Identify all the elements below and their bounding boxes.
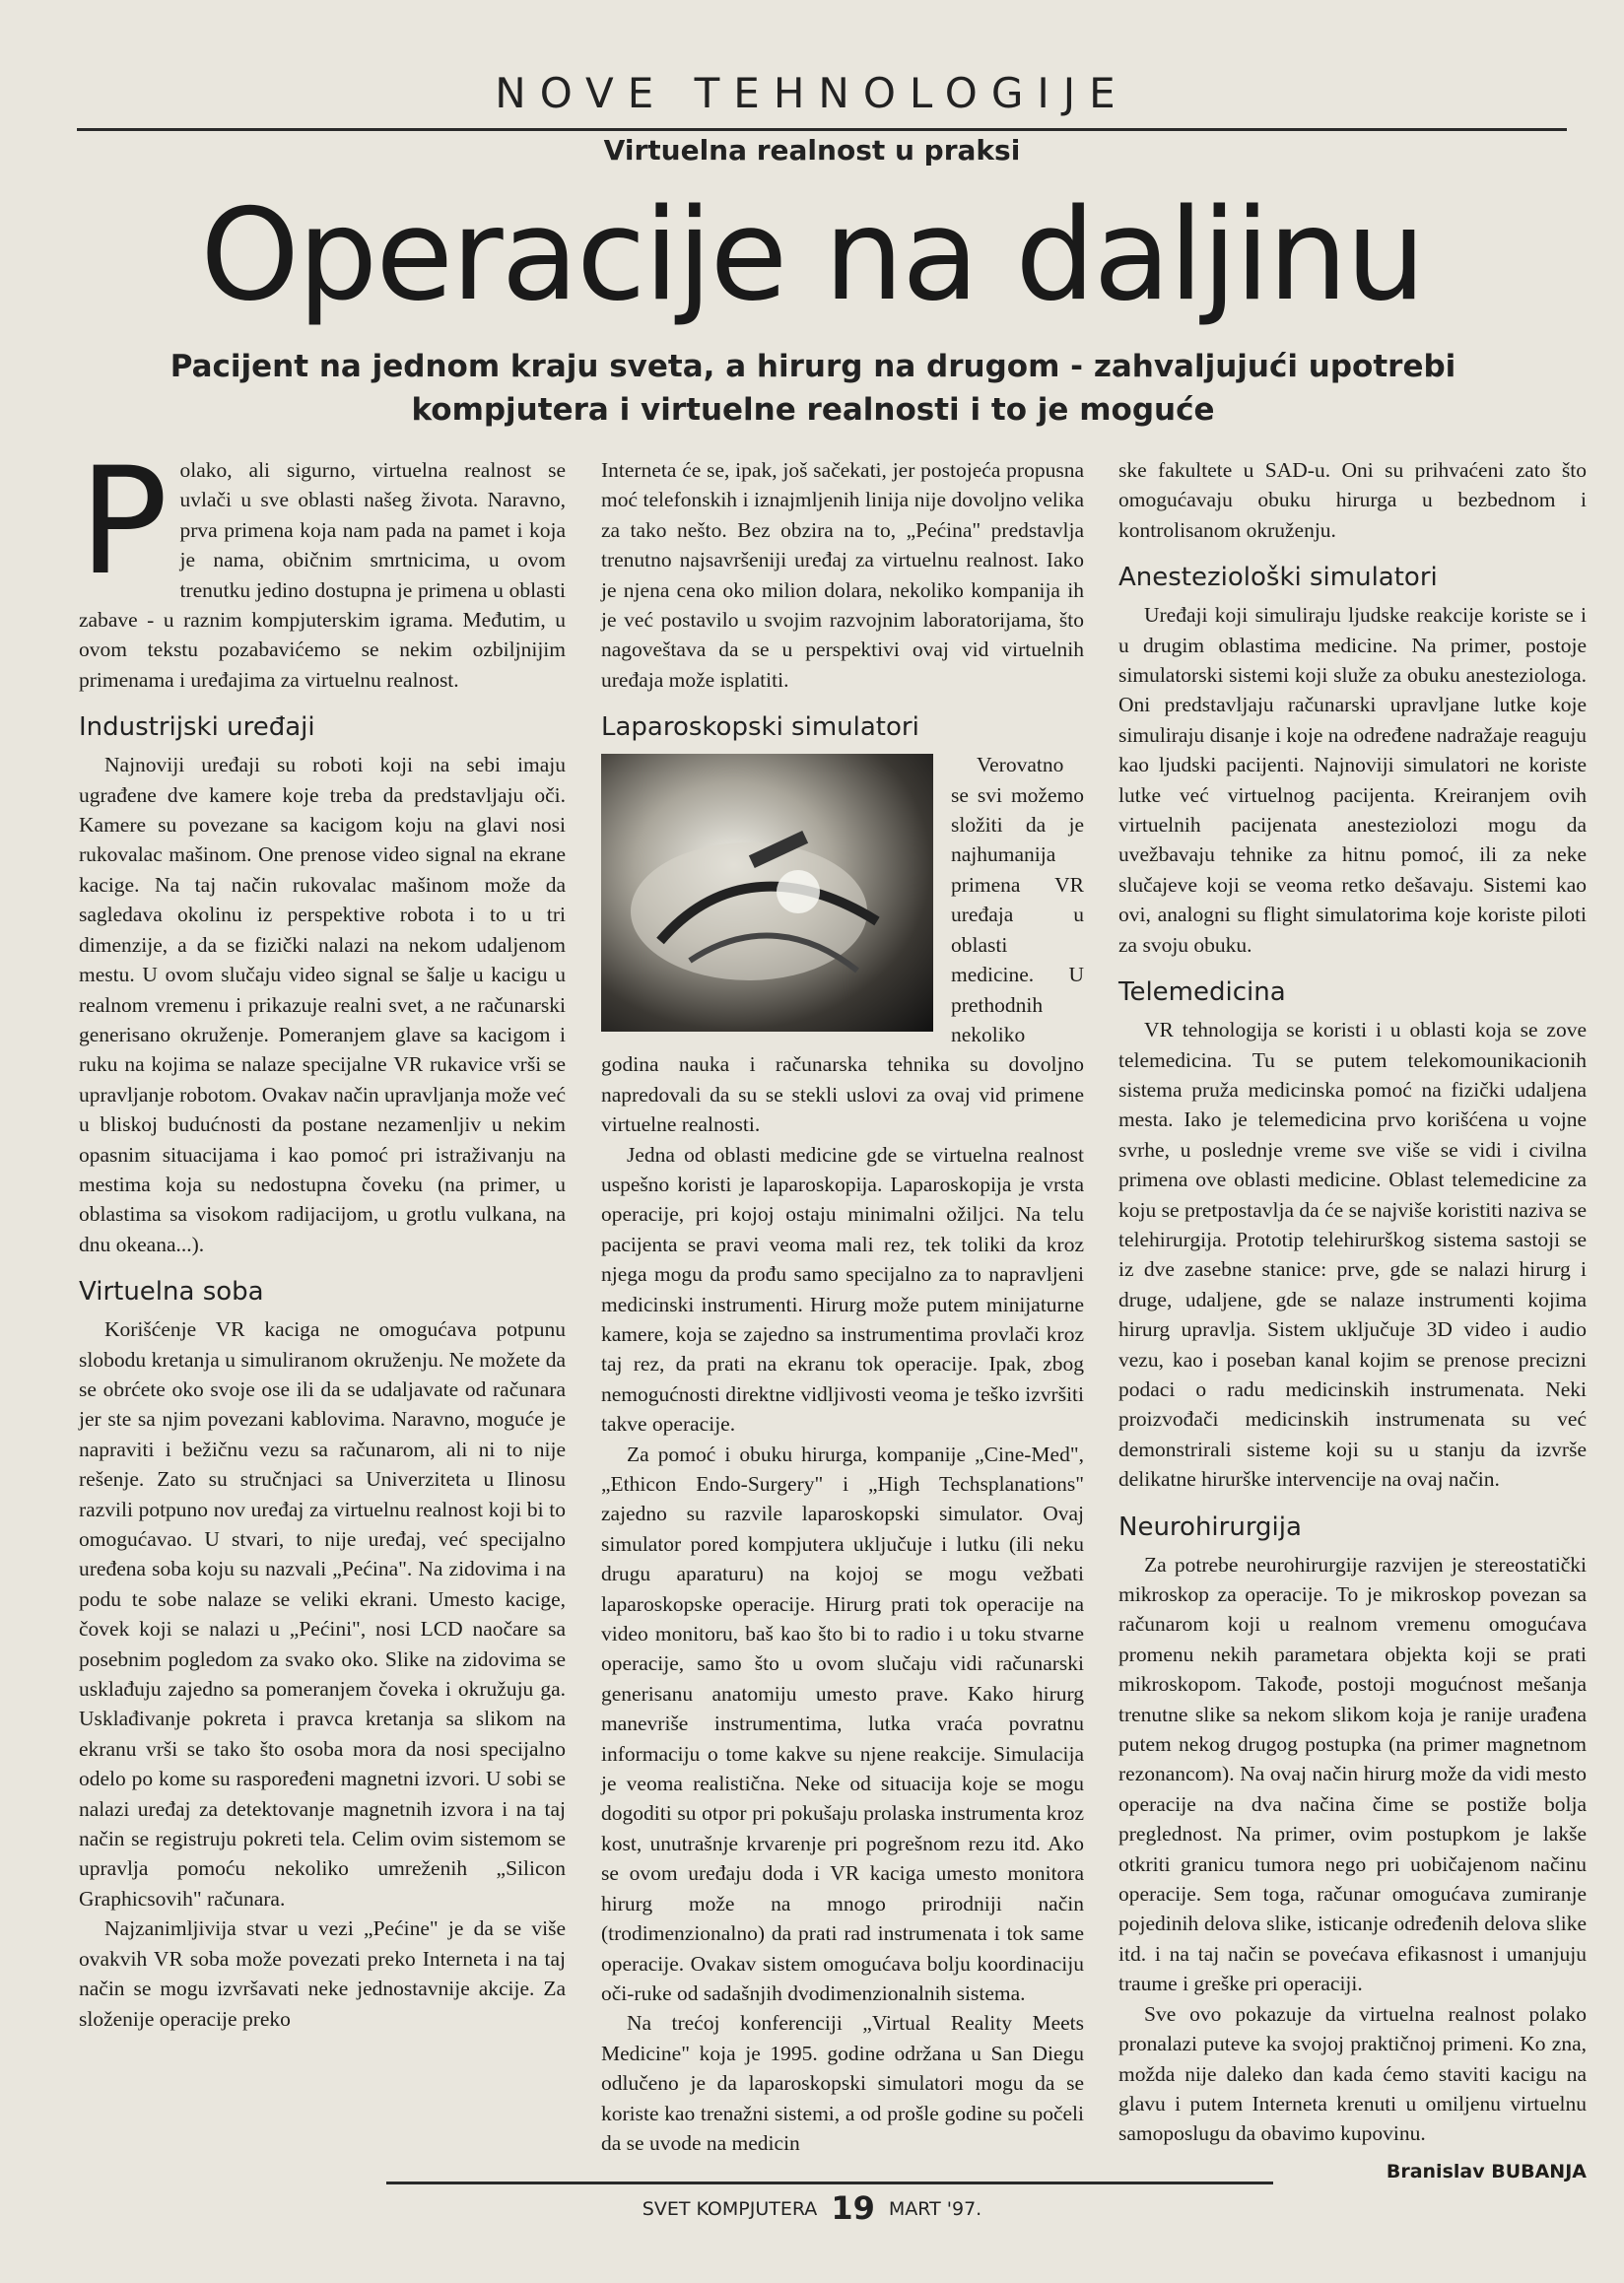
subheading-industrijski: Industrijski uređaji bbox=[79, 712, 315, 743]
footer-issue: MART '97. bbox=[888, 2198, 982, 2220]
column-2 bbox=[601, 455, 1084, 2158]
column-3 bbox=[1118, 455, 1587, 2186]
page-footer bbox=[0, 2189, 1624, 2227]
byline: Branislav BUBANJA bbox=[1386, 2160, 1587, 2182]
deck: Pacijent na jednom kraju sveta, a hirurg na drugom - zahvaljujući upotrebi kompjutera i virtuelne realnosti i to je moguće bbox=[169, 349, 1456, 428]
photo-illustration bbox=[601, 754, 933, 1032]
paragraph: Verovatno se svi možemo složiti da je najhumanija primena VR uređaja u oblasti medicine. U prethodnih nekoliko godina nauka i računarska tehnika su dovoljno napredovali da su se stekli uslovi za ovaj vid primene virtuelne realnosti. bbox=[601, 753, 1084, 1137]
section-heading: NOVE TEHNOLOGIJE bbox=[495, 69, 1129, 117]
top-rule bbox=[77, 128, 1567, 131]
paragraph: Sve ovo pokazuje da virtuelna realnost polako pronalazi puteve ka svojoj praktičnoj primeni. Ko zna, možda nije daleko dan kada ćemo staviti kacigu na glavu i putem Interneta krenuti u omiljenu virtuelnu samoposlugu da obavimo kupovinu. bbox=[1118, 2001, 1587, 2146]
paragraph-continuation: Interneta će se, ipak, još sačekati, jer postojeća propusna moć telefonskih i iznajmljenih linija nije dovoljno velika za tako nešto. Bez obzira na to, „Pećina" predstavlja trenutno najsavršeniji uređaj za virtuelnu realnost. Iako je njena cena oko milion dolara, nekoliko kompanija ih je već postavilo u svojim razvojnim laboratorijama, što nagoveštava da se u perspektivi ovaj vid virtuelnih uređaja može isplatiti. bbox=[601, 458, 1084, 692]
paragraph: Za potrebe neurohirurgije razvijen je stereostatički mikroskop za operacije. To je mikroskop povezan sa računarom koji u realnom vremenu omogućava promenu nekih parametara objekta koji se prati mikroskopom. Takođe, postoji mogućnost mešanja trenutne slike sa nekom slikom koja je ranije urađena putem nekog drugog postupka (na primer magnetnom rezonancom). Na ovaj način hirurg može da vidi mesto operacije na dva načina čime se postiže bolja preglednost. Na primer, ovim postupkom je lakše otkriti granicu tumora nego pri uobičajenom načinu operacije. Sem toga, računar omogućava zumiranje pojedinih delova slike, isticanje određenih delova slike itd. i na taj način se povećava efikasnost i umanjuju traume i greške pri operaciji. bbox=[1118, 1552, 1587, 1996]
intro-paragraph bbox=[79, 436, 566, 695]
paragraph: VR tehnologija se koristi i u oblasti koja se zove telemedicina. Tu se putem telekomounikacionih sistema pruža medicinska pomoć na fizički udaljena mesta. Iako je telemedicina prvo korišćena u vojne svrhe, u poslednje vreme sve više se vidi i civilna primena ove oblasti medicine. Oblast telemedicine za koju se pretpostavlja da će se najviše koristiti naziva se telehirurgija. Prototip telehirurškog sistema sastoji se iz dve zasebne stanice: prve, gde se nalazi hirurg i druge, udaljene, gde se nalaze instrumenti kojima hirurg upravlja. Sistem uključuje 3D video i audio vezu, kao i poseban kanal kojim se prenose precizni podaci o radu medicinskih instrumenata. Neki proizvođači medicinskih instrumenata su već demonstrirali sisteme koji su u stanju da izvrše delikatne hirurške intervencije na ovaj način. bbox=[1118, 1018, 1587, 1492]
dropcap: P bbox=[79, 436, 169, 608]
surgery-photo bbox=[601, 754, 933, 1032]
subheading-neuro: Neurohirurgija bbox=[1118, 1511, 1302, 1542]
paragraph: Za pomoć i obuku hirurga, kompanije „Cine-Med", „Ethicon Endo-Surgery" i „High Techsplanations" zajedno su razvile laparoskopski simulator. Ovaj simulator pored kompjutera uključuje i lutku (ili neku drugu aparaturu) na kojoj se mogu vežbati laparoskopske operacije. Hirurg prati tok operacije na video monitoru, baš kao što bi to radio i u toku stvarne operacije, samo što u ovom slučaju vidi računarski generisanu anatomiju umesto prave. Kako hirurg manevriše instrumentima, lutka vraća povratnu informaciju o tome kakve su njene reakcije. Simulacija je veoma realistična. Neke od situacija koje se mogu dogoditi su otpor pri pokušaju prolaska instrumenta kroz kost, unutrašnje krvarenje pri pogrešnom rezu itd. Ako se ovom uređaju doda i VR kaciga umesto monitora hirurg može na mnogo prirodniji način (trodimenzionalno) da prati rad instrumenata i tok same operacije. Ovakav sistem omogućava bolju koordinaciju oči-ruke od sadašnjih dvodimenzionalnih sistema. bbox=[601, 1442, 1084, 2005]
paragraph: Jedna od oblasti medicine gde se virtuelna realnost uspešno koristi je laparoskopija. Laparoskopija je vrsta operacije, pri kojoj ostaju minimalni ožiljci. Na telu pacijenta se pravi veoma mali rez, tek toliki da kroz njega mogu da prođu samo specijalno za to napravljeni medicinski instrumenti. Hirurg može putem minijaturne kamere, koja se zajedno sa instrumentima provlači kroz taj rez, da prati na ekranu tok operacije. Ipak, zbog nemogućnosti direktne vidljivosti veoma je teško izvršiti takve operacije. bbox=[601, 1142, 1084, 1437]
paragraph: Najnoviji uređaji su roboti koji na sebi imaju ugrađene dve kamere koje treba da predstavljaju oči. Kamere su povezane sa kacigom koju na glavi nosi rukovalac mašinom. One prenose video signal na ekrane kacige. Na taj način rukovalac mašinom može da sagledava okolinu iz perspektive robota i to u tri dimenzije, a da se fizički nalazi na nekom udaljenom mestu. U ovom slučaju video signal se šalje u kacigu u realnom vremenu i prikazuje realni svet, a ne računarski generisano okruženje. Pomeranjem glave sa kacigom i ruku na kojima se nalaze specijalne VR rukavice vrši se upravljanje robotom. Ovakav način upravljanja može već u bliskoj budućnosti da postane nezamenljiv u nekim opasnim situacijama i kao pomoć pri istraživanju na mestima koja su nedostupna čoveku (na primer, u oblastima sa visokom radijacijom, u grotlu vulkana, na dnu okeana...). bbox=[79, 753, 566, 1256]
paragraph: Korišćenje VR kaciga ne omogućava potpunu slobodu kretanja u simuliranom okruženju. Ne možete da se obrćete oko svoje ose ili da se udaljavate od računara jer ste sa njim povezani kablovima. Naravno, moguće je napraviti i bežičnu vezu sa računarom, ali ni to nije rešenje. Zato su stručnjaci sa Univerziteta u Ilinosu razvili potpuno nov uređaj za virtuelnu realnost koji bi to omogućavao. U stvari, to nije uređaj, već specijalno uređena soba koju su nazvali „Pećina". Na zidovima i na podu te sobe nalaze se veliki ekrani. Umesto kacige, čovek koji se nalazi u „Pećini", nosi LCD naočare sa posebnim pogledom za svako oko. Slike na zidovima se usklađuju zajedno sa pomeranjem čoveka i okružuju ga. Usklađivanje pokreta i pravca kretanja sa slikom na ekranu vrši se tako što osoba mora da nosi specijalno odelo po kome su raspoređeni magnetni izvori. U sobi se nalazi uređaj za detektovanje magnetnih izvora i na taj način se registruju pokreti tela. Celim ovim sistemom se upravlja pomoću nekoliko umreženih „Silicon Graphicsovih" računara. bbox=[79, 1317, 566, 1911]
bottom-rule bbox=[386, 2182, 1273, 2184]
subheading-anest: Anesteziološki simulatori bbox=[1118, 563, 1438, 593]
page-number: 19 bbox=[831, 2189, 875, 2227]
subheading-soba: Virtuelna soba bbox=[79, 1277, 264, 1308]
paragraph: Uređaji koji simuliraju ljudske reakcije koriste se i u drugim oblastima medicine. Na primer, postoje simulatorski sistemi koji služe za obuku anesteziologa. Oni predstavljaju računarski upravljane lutke koje simuliraju disanje i koje na određene nadražaje reaguju kao ljudski pacijenti. Najnoviji simulatori ne koriste lutke već virtuelnog pacijenta. Kreiranjem ovih virtuelnih pacijenata anesteziolozi mogu da uvežbavaju tehnike za hitnu pomoć, ili za neke slučajeve koji se veoma retko dešavaju. Sistemi kao ovi, analogni su flight simulatorima koje koriste piloti za svoju obuku. bbox=[1118, 603, 1587, 957]
headline: Operacije na daljinu bbox=[200, 182, 1424, 329]
column-1 bbox=[79, 436, 566, 2034]
paragraph: Najzanimljivija stvar u vezi „Pećine" je da se više ovakvih VR soba može povezati preko Interneta i na taj način se mogu izvršavati neke jednostavnije akcije. Za složenije operacije preko bbox=[79, 1916, 566, 2031]
intro-text: olako, ali sigurno, virtuelna realnost se uvlači u sve oblasti našeg života. Naravno, prva primena koja nam pada na pamet i koja je nama, običnim smrtnicima, u ovom trenutku jedino dostupna je primena u oblasti zabave - u raznim kompjuterskim igrama. Međutim, u ovom tekstu pozabavićemo se nekim ozbiljnijim primenama i uređajima za virtuelnu realnost. bbox=[79, 458, 566, 692]
kicker: Virtuelna realnost u praksi bbox=[603, 134, 1021, 167]
paragraph: Na trećoj konferenciji „Virtual Reality Meets Medicine" koja je 1995. godine održana u San Diegu odlučeno je da laparoskopski simulatori mogu da se koriste kao trenažni sistemi, a od prošle godine su počeli da se uvode na medicin bbox=[601, 2011, 1084, 2155]
subheading-tele: Telemedicina bbox=[1118, 977, 1286, 1008]
paragraph-continuation: ske fakultete u SAD-u. Oni su prihvaćeni zato što omogućavaju obuku hirurga u bezbednom i kontrolisanom okruženju. bbox=[1118, 458, 1587, 542]
footer-magazine: SVET KOMPJUTERA bbox=[642, 2198, 818, 2220]
subheading-laparo: Laparoskopski simulatori bbox=[601, 712, 919, 743]
